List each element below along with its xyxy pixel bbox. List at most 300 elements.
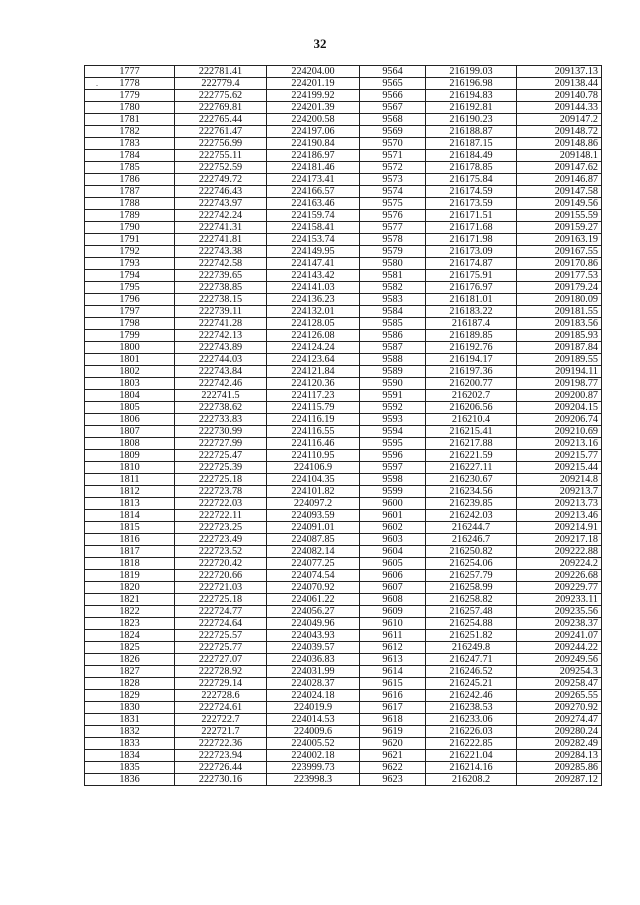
- point-number-left: 1787: [85, 186, 175, 198]
- y-coordinate-left: 224036.83: [267, 654, 360, 666]
- point-number-left: 1789: [85, 210, 175, 222]
- point-number-right: 9586: [360, 330, 426, 342]
- point-number-right: 9566: [360, 90, 426, 102]
- point-number-right: 9605: [360, 558, 426, 570]
- point-number-right: 9573: [360, 174, 426, 186]
- x-coordinate-left: 222741.31: [175, 222, 267, 234]
- point-number-left: 1828: [85, 678, 175, 690]
- x-coordinate-right: 216221.04: [426, 750, 517, 762]
- y-coordinate-left: 224115.79: [267, 402, 360, 414]
- x-coordinate-left: 222741.28: [175, 318, 267, 330]
- y-coordinate-right: 209147.62: [517, 162, 602, 174]
- point-number-right: 9581: [360, 270, 426, 282]
- x-coordinate-left: 222761.47: [175, 126, 267, 138]
- y-coordinate-left: 224141.03: [267, 282, 360, 294]
- y-coordinate-left: 224163.46: [267, 198, 360, 210]
- point-number-left: 1817: [85, 546, 175, 558]
- point-number-left: 1802: [85, 366, 175, 378]
- y-coordinate-right: 209180.09: [517, 294, 602, 306]
- y-coordinate-left: 224181.46: [267, 162, 360, 174]
- x-coordinate-right: 216194.83: [426, 90, 517, 102]
- point-number-left: 1816: [85, 534, 175, 546]
- y-coordinate-right: 209282.49: [517, 738, 602, 750]
- y-coordinate-right: 209159.27: [517, 222, 602, 234]
- table-row: [85, 114, 602, 126]
- y-coordinate-right: 209287.12: [517, 774, 602, 786]
- point-number-left: 1836: [85, 774, 175, 786]
- x-coordinate-left: 222739.11: [175, 306, 267, 318]
- table-row: [85, 354, 602, 366]
- table-row: [85, 174, 602, 186]
- point-number-right: 9579: [360, 246, 426, 258]
- point-number-left: 1778: [85, 78, 175, 90]
- y-coordinate-right: 209213.7: [517, 486, 602, 498]
- table-row: [85, 594, 602, 606]
- table-row: [85, 414, 602, 426]
- point-number-right: 9587: [360, 342, 426, 354]
- y-coordinate-left: 224201.39: [267, 102, 360, 114]
- y-coordinate-left: 224201.19: [267, 78, 360, 90]
- y-coordinate-left: 224014.53: [267, 714, 360, 726]
- x-coordinate-right: 216251.82: [426, 630, 517, 642]
- table-row: [85, 654, 602, 666]
- table-row: [85, 774, 602, 786]
- y-coordinate-left: 224123.64: [267, 354, 360, 366]
- table-row: [85, 582, 602, 594]
- y-coordinate-left: 224106.9: [267, 462, 360, 474]
- point-number-left: 1810: [85, 462, 175, 474]
- point-number-right: 9578: [360, 234, 426, 246]
- point-number-right: 9611: [360, 630, 426, 642]
- y-coordinate-left: 224159.74: [267, 210, 360, 222]
- y-coordinate-left: 224061.22: [267, 594, 360, 606]
- point-number-right: 9576: [360, 210, 426, 222]
- y-coordinate-right: 209144.33: [517, 102, 602, 114]
- x-coordinate-right: 216174.87: [426, 258, 517, 270]
- point-number-right: 9610: [360, 618, 426, 630]
- y-coordinate-left: 224120.36: [267, 378, 360, 390]
- table-row: [85, 714, 602, 726]
- y-coordinate-left: 224173.41: [267, 174, 360, 186]
- table-row: [85, 546, 602, 558]
- x-coordinate-right: 216178.85: [426, 162, 517, 174]
- y-coordinate-left: 224077.25: [267, 558, 360, 570]
- point-number-right: 9597: [360, 462, 426, 474]
- y-coordinate-left: 224199.92: [267, 90, 360, 102]
- table-row: [85, 666, 602, 678]
- point-number-right: 9599: [360, 486, 426, 498]
- table-row: [85, 138, 602, 150]
- point-number-left: 1791: [85, 234, 175, 246]
- y-coordinate-right: 209249.56: [517, 654, 602, 666]
- x-coordinate-right: 216222.85: [426, 738, 517, 750]
- table-row: [85, 690, 602, 702]
- point-number-right: 9574: [360, 186, 426, 198]
- x-coordinate-left: 222742.24: [175, 210, 267, 222]
- table-row: [85, 366, 602, 378]
- x-coordinate-left: 222739.65: [175, 270, 267, 282]
- x-coordinate-left: 222726.44: [175, 762, 267, 774]
- y-coordinate-left: 224043.93: [267, 630, 360, 642]
- point-number-right: 9598: [360, 474, 426, 486]
- x-coordinate-left: 222723.49: [175, 534, 267, 546]
- x-coordinate-left: 222756.99: [175, 138, 267, 150]
- point-number-left: 1782: [85, 126, 175, 138]
- x-coordinate-left: 222733.83: [175, 414, 267, 426]
- point-number-right: 9564: [360, 66, 426, 78]
- y-coordinate-left: 224147.41: [267, 258, 360, 270]
- table-row: [85, 294, 602, 306]
- point-number-left: 1830: [85, 702, 175, 714]
- point-number-right: 9590: [360, 378, 426, 390]
- table-row: [85, 702, 602, 714]
- point-number-right: 9620: [360, 738, 426, 750]
- y-coordinate-right: 209200.87: [517, 390, 602, 402]
- table-row: [85, 738, 602, 750]
- y-coordinate-left: 224197.06: [267, 126, 360, 138]
- y-coordinate-left: 224028.37: [267, 678, 360, 690]
- x-coordinate-right: 216196.98: [426, 78, 517, 90]
- table-row: [85, 306, 602, 318]
- x-coordinate-right: 216173.59: [426, 198, 517, 210]
- x-coordinate-right: 216202.7: [426, 390, 517, 402]
- x-coordinate-left: 222742.46: [175, 378, 267, 390]
- x-coordinate-left: 222727.07: [175, 654, 267, 666]
- table-row: [85, 606, 602, 618]
- point-number-left: 1795: [85, 282, 175, 294]
- y-coordinate-right: 209204.15: [517, 402, 602, 414]
- y-coordinate-left: 224124.24: [267, 342, 360, 354]
- x-coordinate-right: 216189.85: [426, 330, 517, 342]
- point-number-right: 9609: [360, 606, 426, 618]
- y-coordinate-left: 224143.42: [267, 270, 360, 282]
- x-coordinate-left: 222730.16: [175, 774, 267, 786]
- table-row: [85, 90, 602, 102]
- point-number-right: 9594: [360, 426, 426, 438]
- x-coordinate-right: 216176.97: [426, 282, 517, 294]
- point-number-left: 1825: [85, 642, 175, 654]
- x-coordinate-right: 216242.46: [426, 690, 517, 702]
- y-coordinate-right: 209137.13: [517, 66, 602, 78]
- y-coordinate-left: 224116.46: [267, 438, 360, 450]
- x-coordinate-left: 222724.61: [175, 702, 267, 714]
- x-coordinate-right: 216200.77: [426, 378, 517, 390]
- x-coordinate-right: 216175.84: [426, 174, 517, 186]
- point-number-right: 9575: [360, 198, 426, 210]
- table-row: [85, 474, 602, 486]
- point-number-right: 9607: [360, 582, 426, 594]
- table-row: [85, 558, 602, 570]
- point-number-left: 1822: [85, 606, 175, 618]
- point-number-right: 9602: [360, 522, 426, 534]
- x-coordinate-right: 216258.82: [426, 594, 517, 606]
- y-coordinate-right: 209177.53: [517, 270, 602, 282]
- point-number-left: 1780: [85, 102, 175, 114]
- y-coordinate-left: 224204.00: [267, 66, 360, 78]
- point-number-left: 1792: [85, 246, 175, 258]
- point-number-right: 9571: [360, 150, 426, 162]
- point-number-left: 1832: [85, 726, 175, 738]
- y-coordinate-left: 224031.99: [267, 666, 360, 678]
- page-number: 32: [313, 36, 327, 51]
- point-number-right: 9606: [360, 570, 426, 582]
- table-row: [85, 726, 602, 738]
- point-number-left: 1809: [85, 450, 175, 462]
- y-coordinate-left: 224097.2: [267, 498, 360, 510]
- x-coordinate-right: 216197.36: [426, 366, 517, 378]
- table-row: [85, 246, 602, 258]
- y-coordinate-right: 209181.55: [517, 306, 602, 318]
- y-coordinate-right: 209213.16: [517, 438, 602, 450]
- x-coordinate-right: 216254.06: [426, 558, 517, 570]
- y-coordinate-right: 209222.88: [517, 546, 602, 558]
- x-coordinate-left: 222730.99: [175, 426, 267, 438]
- y-coordinate-right: 209213.73: [517, 498, 602, 510]
- y-coordinate-right: 209258.47: [517, 678, 602, 690]
- y-coordinate-right: 209280.24: [517, 726, 602, 738]
- y-coordinate-right: 209148.86: [517, 138, 602, 150]
- y-coordinate-right: 209148.1: [517, 150, 602, 162]
- y-coordinate-right: 209265.55: [517, 690, 602, 702]
- point-number-left: 1781: [85, 114, 175, 126]
- x-coordinate-left: 222743.38: [175, 246, 267, 258]
- x-coordinate-left: 222741.5: [175, 390, 267, 402]
- x-coordinate-right: 216199.03: [426, 66, 517, 78]
- table-row: [85, 78, 602, 90]
- point-number-right: 9612: [360, 642, 426, 654]
- x-coordinate-right: 216194.17: [426, 354, 517, 366]
- point-number-right: 9572: [360, 162, 426, 174]
- x-coordinate-left: 222749.72: [175, 174, 267, 186]
- x-coordinate-left: 222738.15: [175, 294, 267, 306]
- point-number-right: 9623: [360, 774, 426, 786]
- x-coordinate-right: 216188.87: [426, 126, 517, 138]
- point-number-left: 1784: [85, 150, 175, 162]
- table-row: [85, 222, 602, 234]
- y-coordinate-right: 209198.77: [517, 378, 602, 390]
- x-coordinate-left: 222725.47: [175, 450, 267, 462]
- y-coordinate-left: 224132.01: [267, 306, 360, 318]
- y-coordinate-left: 224082.14: [267, 546, 360, 558]
- x-coordinate-right: 216187.4: [426, 318, 517, 330]
- x-coordinate-left: 222721.7: [175, 726, 267, 738]
- y-coordinate-right: 209194.11: [517, 366, 602, 378]
- y-coordinate-left: 224116.19: [267, 414, 360, 426]
- x-coordinate-right: 216257.79: [426, 570, 517, 582]
- y-coordinate-left: 224104.35: [267, 474, 360, 486]
- point-number-right: 9595: [360, 438, 426, 450]
- y-coordinate-left: 223998.3: [267, 774, 360, 786]
- table-row: [85, 630, 602, 642]
- point-number-right: 9585: [360, 318, 426, 330]
- x-coordinate-left: 222725.39: [175, 462, 267, 474]
- y-coordinate-left: 224128.05: [267, 318, 360, 330]
- x-coordinate-right: 216171.68: [426, 222, 517, 234]
- x-coordinate-left: 222728.6: [175, 690, 267, 702]
- y-coordinate-right: 209229.77: [517, 582, 602, 594]
- point-number-right: 9601: [360, 510, 426, 522]
- point-number-right: 9580: [360, 258, 426, 270]
- table-row: [85, 402, 602, 414]
- y-coordinate-left: 224153.74: [267, 234, 360, 246]
- x-coordinate-right: 216215.41: [426, 426, 517, 438]
- point-number-left: 1794: [85, 270, 175, 282]
- point-number-left: 1804: [85, 390, 175, 402]
- x-coordinate-left: 222723.78: [175, 486, 267, 498]
- y-coordinate-right: 209217.18: [517, 534, 602, 546]
- point-number-right: 9589: [360, 366, 426, 378]
- point-number-right: 9593: [360, 414, 426, 426]
- table-row: [85, 618, 602, 630]
- table-row: [85, 534, 602, 546]
- point-number-left: 1829: [85, 690, 175, 702]
- x-coordinate-left: 222729.14: [175, 678, 267, 690]
- x-coordinate-right: 216221.59: [426, 450, 517, 462]
- table-row: [85, 162, 602, 174]
- table-row: [85, 678, 602, 690]
- x-coordinate-left: 222765.44: [175, 114, 267, 126]
- point-number-right: 9591: [360, 390, 426, 402]
- x-coordinate-left: 222720.42: [175, 558, 267, 570]
- point-number-left: 1777: [85, 66, 175, 78]
- point-number-right: 9584: [360, 306, 426, 318]
- x-coordinate-right: 216174.59: [426, 186, 517, 198]
- y-coordinate-right: 209226.68: [517, 570, 602, 582]
- point-number-right: 9604: [360, 546, 426, 558]
- y-coordinate-left: 224190.84: [267, 138, 360, 150]
- point-number-right: 9596: [360, 450, 426, 462]
- point-number-left: 1823: [85, 618, 175, 630]
- x-coordinate-right: 216238.53: [426, 702, 517, 714]
- y-coordinate-right: 209185.93: [517, 330, 602, 342]
- y-coordinate-right: 209224.2: [517, 558, 602, 570]
- point-number-left: 1783: [85, 138, 175, 150]
- table-row: [85, 282, 602, 294]
- y-coordinate-left: 224186.97: [267, 150, 360, 162]
- y-coordinate-right: 209146.87: [517, 174, 602, 186]
- x-coordinate-right: 216187.15: [426, 138, 517, 150]
- point-number-left: 1790: [85, 222, 175, 234]
- x-coordinate-left: 222775.62: [175, 90, 267, 102]
- table-row: [85, 150, 602, 162]
- y-coordinate-left: 223999.73: [267, 762, 360, 774]
- x-coordinate-right: 216181.01: [426, 294, 517, 306]
- x-coordinate-right: 216175.91: [426, 270, 517, 282]
- table-row: [85, 642, 602, 654]
- x-coordinate-left: 222724.77: [175, 606, 267, 618]
- y-coordinate-right: 209270.92: [517, 702, 602, 714]
- y-coordinate-left: 224116.55: [267, 426, 360, 438]
- x-coordinate-left: 222725.18: [175, 594, 267, 606]
- point-number-right: 9603: [360, 534, 426, 546]
- x-coordinate-right: 216230.67: [426, 474, 517, 486]
- point-number-left: 1826: [85, 654, 175, 666]
- x-coordinate-right: 216239.85: [426, 498, 517, 510]
- x-coordinate-right: 216171.51: [426, 210, 517, 222]
- x-coordinate-right: 216246.52: [426, 666, 517, 678]
- x-coordinate-right: 216184.49: [426, 150, 517, 162]
- point-number-left: 1798: [85, 318, 175, 330]
- table-row: [85, 210, 602, 222]
- y-coordinate-left: 224110.95: [267, 450, 360, 462]
- y-coordinate-right: 209241.07: [517, 630, 602, 642]
- point-number-left: 1785: [85, 162, 175, 174]
- table-row: [85, 438, 602, 450]
- table-row: [85, 126, 602, 138]
- y-coordinate-right: 209233.11: [517, 594, 602, 606]
- y-coordinate-right: 209274.47: [517, 714, 602, 726]
- x-coordinate-right: 216249.8: [426, 642, 517, 654]
- y-coordinate-right: 209284.13: [517, 750, 602, 762]
- y-coordinate-left: 224024.18: [267, 690, 360, 702]
- x-coordinate-right: 216190.23: [426, 114, 517, 126]
- x-coordinate-left: 222723.52: [175, 546, 267, 558]
- x-coordinate-right: 216244.7: [426, 522, 517, 534]
- x-coordinate-left: 222738.62: [175, 402, 267, 414]
- point-number-right: 9616: [360, 690, 426, 702]
- table-row: [85, 390, 602, 402]
- y-coordinate-right: 209215.44: [517, 462, 602, 474]
- x-coordinate-right: 216192.81: [426, 102, 517, 114]
- table-row: [85, 498, 602, 510]
- point-number-right: 9600: [360, 498, 426, 510]
- point-number-right: 9570: [360, 138, 426, 150]
- table-row: [85, 270, 602, 282]
- x-coordinate-right: 216183.22: [426, 306, 517, 318]
- y-coordinate-right: 209235.56: [517, 606, 602, 618]
- y-coordinate-left: 224166.57: [267, 186, 360, 198]
- y-coordinate-right: 209214.8: [517, 474, 602, 486]
- x-coordinate-left: 222723.94: [175, 750, 267, 762]
- point-number-left: 1801: [85, 354, 175, 366]
- x-coordinate-right: 216173.09: [426, 246, 517, 258]
- y-coordinate-right: 209179.24: [517, 282, 602, 294]
- y-coordinate-right: 209214.91: [517, 522, 602, 534]
- x-coordinate-left: 222742.58: [175, 258, 267, 270]
- y-coordinate-right: 209183.56: [517, 318, 602, 330]
- x-coordinate-left: 222725.57: [175, 630, 267, 642]
- y-coordinate-right: 209138.44: [517, 78, 602, 90]
- x-coordinate-left: 222721.03: [175, 582, 267, 594]
- y-coordinate-left: 224002.18: [267, 750, 360, 762]
- point-number-left: 1821: [85, 594, 175, 606]
- x-coordinate-left: 222752.59: [175, 162, 267, 174]
- table-row: [85, 258, 602, 270]
- point-number-right: 9567: [360, 102, 426, 114]
- y-coordinate-right: 209155.59: [517, 210, 602, 222]
- y-coordinate-left: 224074.54: [267, 570, 360, 582]
- point-number-right: 9615: [360, 678, 426, 690]
- point-number-left: 1812: [85, 486, 175, 498]
- point-number-left: 1814: [85, 510, 175, 522]
- y-coordinate-right: 209238.37: [517, 618, 602, 630]
- y-coordinate-left: 224158.41: [267, 222, 360, 234]
- point-number-left: 1803: [85, 378, 175, 390]
- x-coordinate-left: 222779.4: [175, 78, 267, 90]
- y-coordinate-left: 224126.08: [267, 330, 360, 342]
- y-coordinate-right: 209206.74: [517, 414, 602, 426]
- point-number-left: 1805: [85, 402, 175, 414]
- y-coordinate-right: 209189.55: [517, 354, 602, 366]
- point-number-left: 1799: [85, 330, 175, 342]
- point-number-right: 9608: [360, 594, 426, 606]
- x-coordinate-right: 216208.2: [426, 774, 517, 786]
- y-coordinate-right: 209254.3: [517, 666, 602, 678]
- y-coordinate-right: 209210.69: [517, 426, 602, 438]
- point-number-right: 9582: [360, 282, 426, 294]
- x-coordinate-right: 216246.7: [426, 534, 517, 546]
- x-coordinate-left: 222746.43: [175, 186, 267, 198]
